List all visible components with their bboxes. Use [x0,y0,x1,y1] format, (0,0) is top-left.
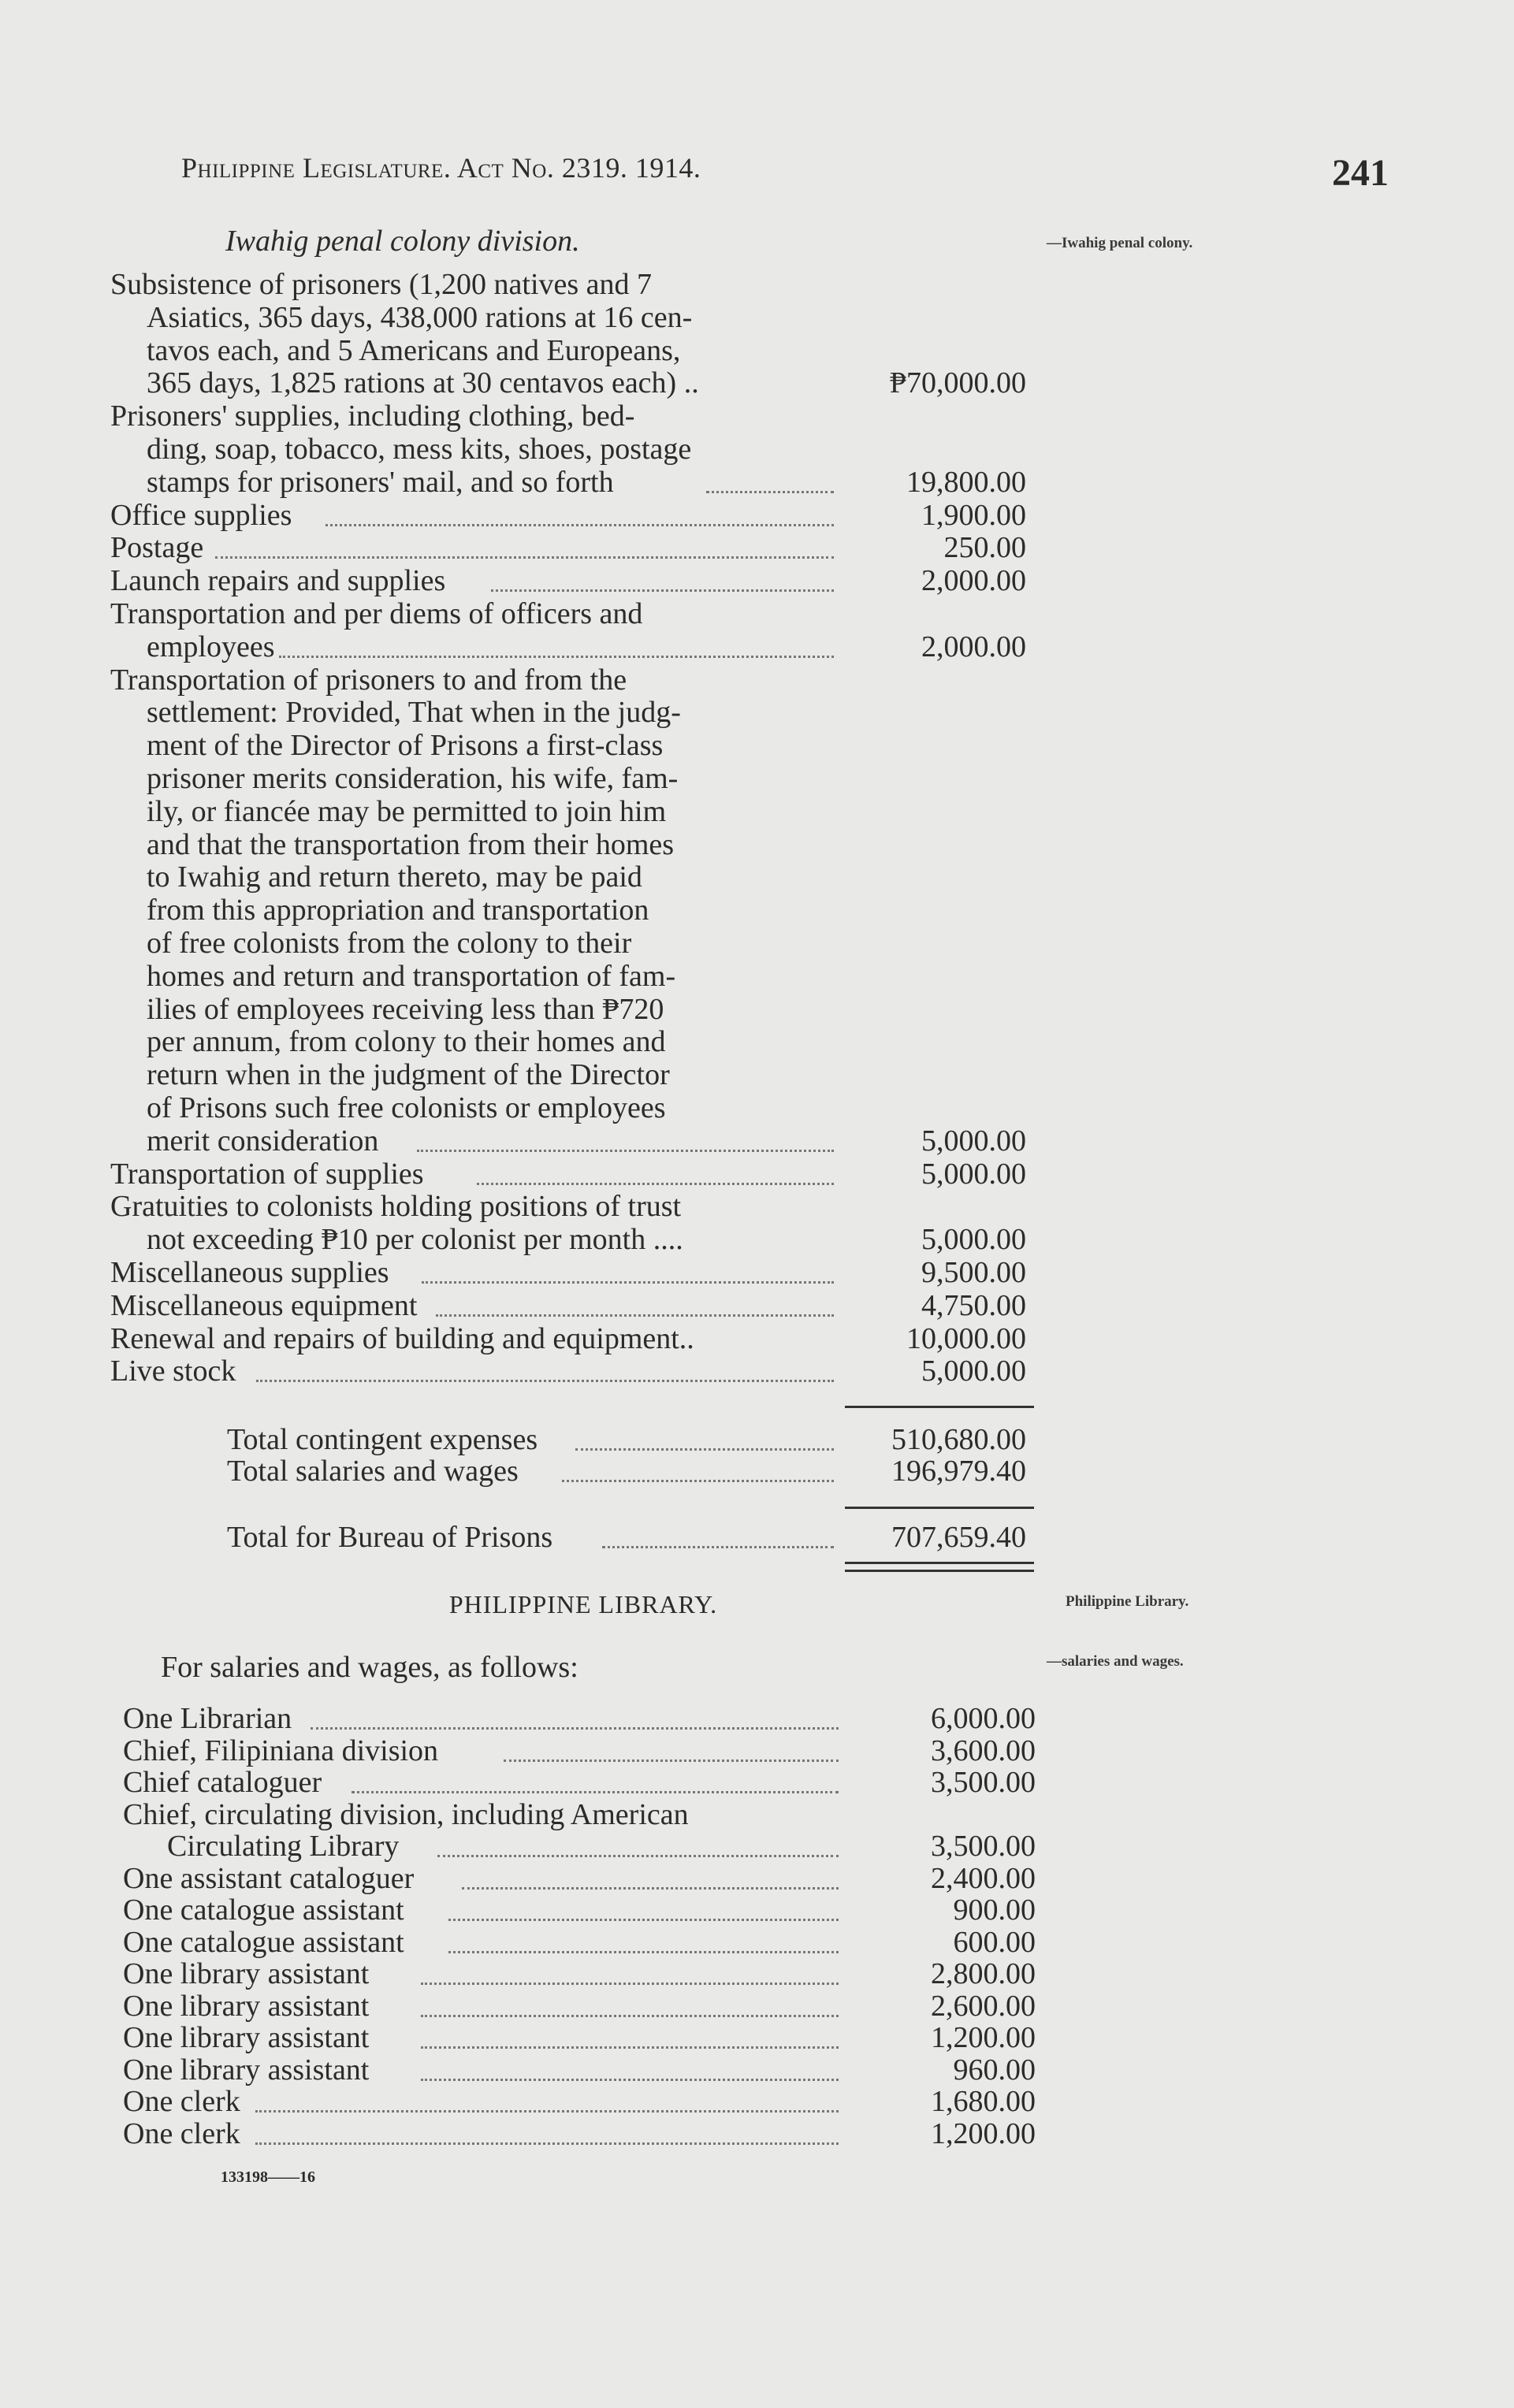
library-item-amount: 6,000.00 [931,1702,1036,1735]
leader-dots [417,1150,835,1152]
expense-item-amount: ₱70,000.00 [889,366,1026,400]
total-amount: 707,659.40 [891,1521,1026,1554]
expense-item-line: Subsistence of prisoners (1,200 natives and 7 [110,268,653,301]
expense-item-line: settlement: Provided, That when in the judg- [147,696,681,730]
library-item-amount: 900.00 [953,1893,1036,1927]
library-item-amount: 960.00 [953,2053,1036,2087]
library-item-line: Circulating Library [167,1830,400,1863]
expense-item-line: homes and return and transportation of fam- [147,959,676,993]
library-item-line: One clerk [123,2116,240,2150]
library-item-line: Chief, Filipiniana division [123,1734,439,1767]
leader-dots [256,1380,834,1382]
margin-note-salaries: —salaries and wages. [1047,1653,1184,1670]
expense-item-line: return when in the judgment of the Director [147,1058,670,1092]
leader-dots [421,2046,839,2049]
library-item-amount: 2,400.00 [931,1861,1036,1895]
leader-dots [255,2142,839,2145]
total-label: Total contingent expenses [227,1423,538,1456]
library-item-line: One library assistant [123,2021,370,2054]
expense-item-line: Transportation of prisoners to and from the [110,663,627,697]
library-item-line: Chief cataloguer [123,1766,322,1799]
library-item-amount: 2,600.00 [931,1989,1036,2023]
expense-item-line: ment of the Director of Prisons a first-class [147,729,664,763]
expense-item-line: Live stock [110,1354,236,1388]
expense-item-amount: 2,000.00 [921,630,1026,663]
library-item-amount: 3,500.00 [931,1766,1036,1799]
page-number: 241 [1332,152,1389,194]
expense-item-line: 365 days, 1,825 rations at 30 centavos each) .. [147,366,699,400]
leader-dots [325,524,835,526]
expense-item-amount: 5,000.00 [921,1223,1026,1257]
section-heading: Iwahig penal colony division. [225,225,580,258]
library-intro: For salaries and wages, as follows: [161,1651,578,1684]
library-item-amount: 1,200.00 [931,2116,1036,2150]
leader-dots [437,1855,839,1857]
leader-dots [279,656,835,658]
library-item-line: One clerk [123,2085,240,2118]
leader-dots [421,2015,839,2017]
leader-dots [448,1919,839,1921]
expense-item-amount: 5,000.00 [921,1124,1026,1158]
expense-item-line: ding, soap, tobacco, mess kits, shoes, postage [147,433,692,466]
library-item-amount: 3,500.00 [931,1830,1036,1863]
expense-item-line: Transportation of supplies [110,1157,424,1191]
expense-item-line: of free colonists from the colony to their [147,927,632,960]
library-item-amount: 3,600.00 [931,1734,1036,1767]
expense-item-line: not exceeding ₱10 per colonist per month .... [147,1223,683,1257]
library-item-amount: 1,680.00 [931,2085,1036,2118]
library-item-amount: 2,800.00 [931,1957,1036,1990]
expense-item-amount: 4,750.00 [921,1288,1026,1322]
expense-item-amount: 10,000.00 [906,1321,1026,1355]
expense-item-line: Renewal and repairs of building and equipment.. [110,1321,694,1355]
expense-item-amount: 2,000.00 [921,564,1026,598]
expense-item-amount: 19,800.00 [906,465,1026,499]
running-header: Philippine Legislature. Act No. 2319. 1914. [181,152,701,184]
total-amount: 196,979.40 [891,1455,1026,1488]
leader-dots [255,2110,839,2113]
library-item-line: One library assistant [123,2053,370,2087]
library-item-line: One library assistant [123,1989,370,2023]
expense-item-line: Miscellaneous supplies [110,1256,389,1289]
expense-item-line: from this appropriation and transportation [147,894,649,927]
library-item-line: One assistant cataloguer [123,1861,415,1895]
total-amount: 510,680.00 [891,1423,1026,1456]
expense-item-amount: 250.00 [943,531,1026,565]
expense-item-line: Launch repairs and supplies [110,564,446,598]
expense-item-line: Prisoners' supplies, including clothing, bed- [110,399,635,433]
leader-dots [448,1951,839,1953]
expense-item-line: prisoner merits consideration, his wife, fam- [147,762,679,795]
leader-dots [311,1727,839,1730]
expense-item-line: tavos each, and 5 Americans and Europeans, [147,333,681,367]
expense-item-amount: 9,500.00 [921,1256,1026,1289]
expense-item-amount: 5,000.00 [921,1157,1026,1191]
library-item-line: One catalogue assistant [123,1925,404,1959]
margin-note-iwahig: —Iwahig penal colony. [1047,235,1193,251]
expense-item-line: and that the transportation from their homes [147,827,675,861]
expense-item-line: ily, or fiancée may be permitted to join him [147,794,667,828]
expense-item-line: per annum, from colony to their homes and [147,1025,666,1059]
leader-dots [215,556,835,559]
double-rule-top [845,1562,1034,1564]
expense-item-amount: 1,900.00 [921,498,1026,532]
leader-dots [421,1983,839,1985]
subtotal-rule [845,1406,1034,1408]
footer-print-code: 133198——16 [221,2168,315,2186]
library-item-line: One catalogue assistant [123,1893,404,1927]
library-item-line: One Librarian [123,1702,292,1735]
expense-item-line: Asiatics, 365 days, 438,000 rations at 16 cen- [147,300,693,334]
library-item-amount: 1,200.00 [931,2021,1036,2054]
expense-item-line: employees [147,630,275,663]
library-item-amount: 600.00 [953,1925,1036,1959]
double-rule-bottom [845,1570,1034,1572]
grand-total-rule [845,1507,1034,1509]
leader-dots [421,2079,839,2081]
expense-item-amount: 5,000.00 [921,1354,1026,1388]
expense-item-line: Miscellaneous equipment [110,1288,418,1322]
margin-note-library: Philippine Library. [1066,1593,1189,1610]
expense-item-line: to Iwahig and return thereto, may be paid [147,860,642,894]
expense-item-line: merit consideration [147,1124,379,1158]
expense-item-line: stamps for prisoners' mail, and so forth [147,465,614,499]
total-label: Total salaries and wages [227,1455,519,1488]
library-item-line: Chief, circulating division, including American [123,1797,689,1831]
leader-dots [462,1887,839,1890]
library-section-title: PHILIPPINE LIBRARY. [448,1590,718,1618]
expense-item-line: Office supplies [110,498,292,532]
library-item-line: One library assistant [123,1957,370,1990]
expense-item-line: ilies of employees receiving less than ₱720 [147,992,664,1026]
expense-item-line: of Prisons such free colonists or employees [147,1091,666,1124]
expense-item-line: Gratuities to colonists holding positions of trust [110,1190,682,1224]
expense-item-line: Postage [110,531,204,565]
total-label: Total for Bureau of Prisons [227,1521,553,1554]
leader-dots [422,1281,834,1284]
expense-item-line: Transportation and per diems of officers and [110,597,643,630]
leader-dots [352,1791,839,1793]
